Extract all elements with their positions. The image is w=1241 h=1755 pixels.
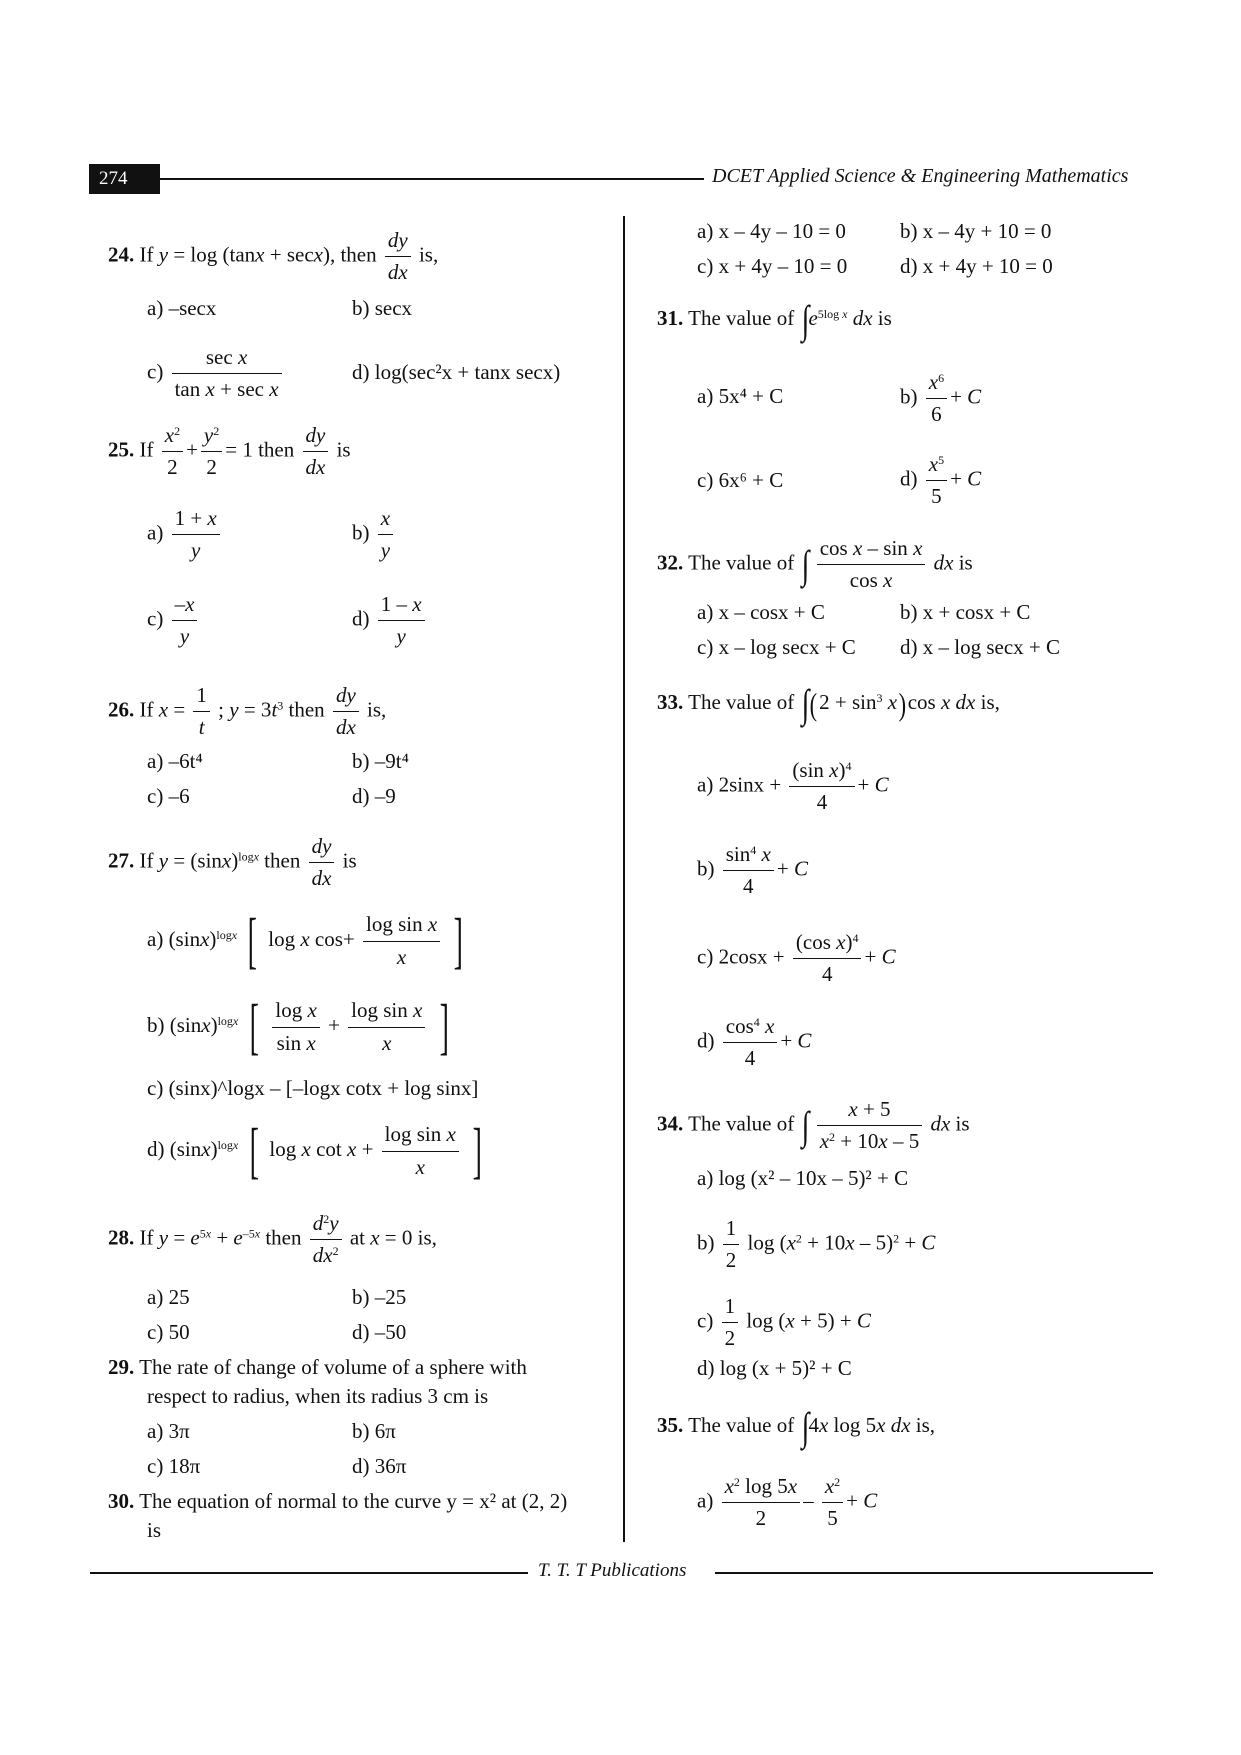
question-25-stem: 25. If $\frac{x^2}{2}$ + $\frac{y^2}{2}$ = 1 then $\frac{dy}{dx}$ is [108,423,351,480]
q28-option-c: c) 50 [147,1320,190,1344]
q33-option-b: b) $\frac{\sin^4 x}{4}$ + C [697,842,808,899]
q34-option-d: d) log (x + 5)² + C [697,1356,852,1380]
q32-option-b: b) x + cosx + C [900,600,1031,624]
q33-option-c: c) 2cosx + $\frac{(\cos x)^4}{4}$ + C [697,930,896,987]
q31-option-c: c) 6x⁶ + C [697,468,784,492]
q25-option-a: a) $\frac{1 + x}{y}$ [147,506,223,563]
q30-option-a: a) x – 4y – 10 = 0 [697,219,846,243]
question-31-stem: 31. The value of $\int e^{5log x}$ dx is [657,297,892,342]
q28-option-b: b) –25 [352,1285,407,1309]
q31-option-b: b) $\frac{x^6}{6}$ + C [900,370,982,427]
question-27-stem: 27. If $y = (\sin x)^{logx}$ then $\frac{dy}{dx}$ is [108,834,357,891]
question-28-stem: 28. If $y = e^{5x} + e^{-5x}$ then $\frac{d^2y}{dx^2}$ at x = 0 is, [108,1211,437,1268]
question-35-stem: 35. The value of ∫4x log 5x dx is, [657,1404,936,1449]
q24-option-a: a) –secx [147,296,217,320]
q25-option-d: d) $\frac{1 - x}{y}$ [352,592,428,649]
q24-option-c: c) $\frac{\text{sec x}}{\text{tan x + sec x}}$ [147,345,285,402]
q28-option-d: d) –50 [352,1320,407,1344]
q27-option-a: a) $(\sin x)^{logx}$ [ log x cos+ $\frac{\text{log sin x}}{x}$ ] [147,907,464,975]
question-33-stem: 33. The value of $\int(2 + \sin^3 x)\cos$ x dx is, [657,681,1000,726]
q34-option-c: c) $\frac{1}{2}$ log (x + 5) + C [697,1294,871,1351]
publisher: T. T. T Publications [538,1560,687,1581]
question-24-stem: 24. If y = log (tanx + secx), then $\frac{dy}{dx}$ is, [108,228,439,285]
q27-option-c: c) (sinx)^logx – [–logx cotx + log sinx] [147,1076,479,1100]
q26-option-a: a) –6t⁴ [147,749,203,773]
q26-option-d: d) –9 [352,784,396,808]
q25-option-b: b) $\frac{x}{y}$ [352,506,396,563]
q31-option-d: d) $\frac{x^5}{5}$ + C [900,452,982,509]
q26-option-c: c) –6 [147,784,190,808]
footer-rule-right [715,1572,1153,1574]
column-divider [623,216,625,1542]
q28-option-a: a) 25 [147,1285,190,1309]
header-rule [160,178,704,180]
q30-option-d: d) x + 4y + 10 = 0 [900,254,1053,278]
question-29-stem-line2: respect to radius, when its radius 3 cm is [147,1384,489,1408]
question-29-stem: 29. The rate of change of volume of a sphere with [108,1355,527,1379]
footer-rule-left [90,1572,528,1574]
q29-option-b: b) 6π [352,1419,396,1443]
page-number: 274 [89,164,160,194]
q35-option-a: a) $\frac{x^2 \log 5x}{2}$ – $\frac{x^2}{5}$ + C [697,1474,878,1531]
q29-option-c: c) 18π [147,1454,201,1478]
q27-option-d: d) $(\sin x)^{logx}$ [ log x cot x + $\frac{\text{log sin x}}{x}$ ] [147,1117,483,1185]
book-title: DCET Applied Science & Engineering Mathematics [712,165,1129,187]
q29-option-a: a) 3π [147,1419,190,1443]
q33-option-d: d) $\frac{\cos^4 x}{4}$ + C [697,1014,812,1071]
q33-option-a: a) 2sinx + $\frac{(\sin x)^4}{4}$ + C [697,758,889,815]
question-30-stem: 30. The equation of normal to the curve y = x² at (2, 2) [108,1489,568,1513]
q24-option-b: b) secx [352,296,413,320]
q26-option-b: b) –9t⁴ [352,749,409,773]
q32-option-d: d) x – log secx + C [900,635,1060,659]
q32-option-c: c) x – log secx + C [697,635,856,659]
q34-option-a: a) log (x² – 10x – 5)² + C [697,1166,909,1190]
q31-option-a: a) 5x⁴ + C [697,384,784,408]
question-34-stem: 34. The value of ∫ $\frac{x + 5}{x^2 + 10x - 5}$ dx is [657,1097,970,1154]
q29-option-d: d) 36π [352,1454,407,1478]
q32-option-a: a) x – cosx + C [697,600,825,624]
question-30-stem-line2: is [147,1518,162,1542]
q30-option-c: c) x + 4y – 10 = 0 [697,254,848,278]
q25-option-c: c) $\frac{-x}{y}$ [147,592,200,649]
question-32-stem: 32. The value of ∫ $\frac{\text{cos x – sin x}}{\text{cos x}}$ dx is [657,536,973,593]
q27-option-b: b) $(\sin x)^{logx}$ [ $\frac{\text{log x}}{\text{sin x}}$ + $\frac{\text{log sin x}}{x}$ ] [147,993,449,1061]
q30-option-b: b) x – 4y + 10 = 0 [900,219,1052,243]
q34-option-b: b) $\frac{1}{2}$ $\log (x^2 + 10x - 5)^2 + C$ [697,1216,936,1273]
question-26-stem: 26. If x = $\frac{1}{t}$ ; $y = 3t^3$ then $\frac{dy}{dx}$ is, [108,683,387,740]
q24-option-d: d) log(sec²x + tanx secx) [352,360,561,384]
